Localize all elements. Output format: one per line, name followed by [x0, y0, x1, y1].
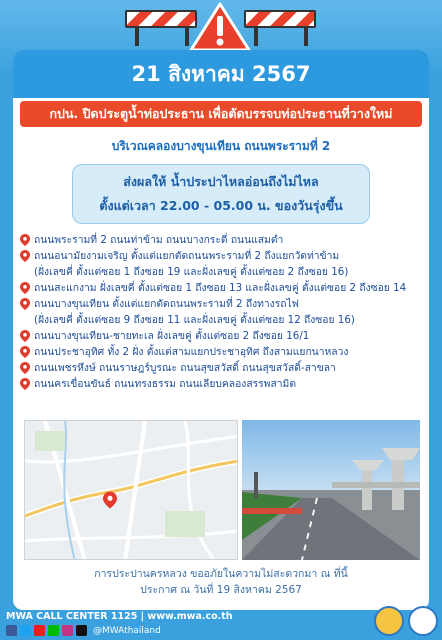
list-item [20, 232, 426, 248]
location-pin-icon [20, 362, 30, 374]
list-item [20, 376, 426, 392]
location-pin-icon [20, 282, 30, 294]
list-item [20, 280, 426, 296]
affected-roads-list [20, 232, 426, 392]
mwa-logo [374, 606, 404, 636]
road-barrier-right [244, 10, 316, 28]
barrier-leg [135, 28, 139, 46]
road-photo-drawing [242, 420, 420, 560]
logos [374, 606, 438, 636]
youtube-icon[interactable] [34, 625, 45, 636]
road-text: ถนนประชาอุทิศ ทั้ง 2 ฝั่ง ตั้งแต่สามแยกประชาอุทิศ ถึงสามแยกนาหลวง [34, 346, 349, 358]
barrier-leg [304, 28, 308, 46]
road-text: ถนนอนามัยงามเจริญ ตั้งแต่แยกตัดถนนพระรามที่ 2 ถึงแยกวัดท่าข้าม [34, 250, 340, 262]
tiktok-icon[interactable] [76, 625, 87, 636]
list-item [20, 360, 426, 376]
social-links [6, 625, 161, 636]
road-text: ถนนบางขุนเทียน-ชายทะเล ฝั่งเลขคู่ ตั้งแต่ซอย 2 ถึงซอย 16/1 [34, 330, 310, 342]
affected-area: บริเวณคลองบางขุนเทียน ถนนพระรามที่ 2 [111, 139, 331, 153]
road-text: ถนนเพชรหึงษ์ ถนนราษฎร์บูรณะ ถนนสุขสวัสดิ์ ถนนสุขสวัสดิ์-สาขลา [34, 362, 336, 374]
apology-text: การประปานครหลวง ขออภัยในความไม่สะดวกมา ณ ที่นี้ [94, 568, 348, 580]
list-item [20, 344, 426, 360]
footer-note [13, 566, 429, 598]
facebook-icon[interactable] [6, 625, 17, 636]
road-text: ถนนสะแกงาม ฝั่งเลขคี่ ตั้งแต่ซอย 1 ถึงซอย 13 และฝั่งเลขคู่ ตั้งแต่ซอย 2 ถึงซอย 14 [34, 282, 407, 294]
list-item [20, 248, 426, 280]
call-center-link[interactable]: MWA CALL CENTER 1125 | www.mwa.co.th [6, 611, 233, 622]
barrier-leg [254, 28, 258, 46]
road-subtext: (ฝั่งเลขคี่ ตั้งแต่ซอย 1 ถึงซอย 19 และฝั่งเลขคู่ ตั้งแต่ซอย 2 ถึงซอย 16) [34, 266, 349, 278]
map-marker-icon[interactable] [103, 491, 117, 509]
list-item [20, 328, 426, 344]
road-photo [242, 420, 420, 560]
warning-triangle-icon [189, 2, 251, 52]
effect-line-1: ส่งผลให้ น้ำประปาไหลอ่อนถึงไม่ไหล [123, 174, 319, 189]
headline-banner: กปน. ปิดประตูน้ำท่อประธาน เพื่อตัดบรรจบท่อประธานที่วางใหม่ [20, 101, 422, 127]
location-pin-icon [20, 250, 30, 262]
bottom-bar [0, 610, 442, 640]
location-pin-icon [20, 378, 30, 390]
road-subtext: (ฝั่งเลขคี่ ตั้งแต่ซอย 9 ถึงซอย 11 และฝั่งเลขคู่ ตั้งแต่ซอย 12 ถึงซอย 16) [34, 314, 355, 326]
road-text: ถนนบางขุนเทียน ตั้งแต่แยกตัดถนนพระรามที่ 2 ถึงทางรถไฟ [34, 298, 299, 310]
line-icon[interactable] [48, 625, 59, 636]
effect-line-2: ตั้งแต่เวลา 22.00 - 05.00 น. ของวันรุ่งขึ้น [99, 198, 343, 213]
location-pin-icon [20, 330, 30, 342]
location-map[interactable] [24, 420, 238, 560]
emblem-logo [408, 606, 438, 636]
effect-box [72, 164, 370, 224]
road-text: ถนนครเขื่อนขันธ์ ถนนทรงธรรม ถนนเลียบคลองสรรพสามิต [34, 378, 297, 390]
social-handle[interactable]: @MWAthailand [93, 625, 161, 636]
location-pin-icon [20, 234, 30, 246]
road-barrier-left [125, 10, 197, 28]
road-text: ถนนพระรามที่ 2 ถนนท่าข้าม ถนนบางกระดี่ ถนนแสมดำ [34, 234, 284, 246]
date-banner: 21 สิงหาคม 2567 [13, 50, 429, 98]
list-item [20, 296, 426, 328]
location-pin-icon [20, 346, 30, 358]
instagram-icon[interactable] [62, 625, 73, 636]
location-pin-icon [20, 298, 30, 310]
map-drawing [25, 421, 238, 560]
announced-date: ประกาศ ณ วันที่ 19 สิงหาคม 2567 [140, 584, 302, 596]
twitter-icon[interactable] [20, 625, 31, 636]
